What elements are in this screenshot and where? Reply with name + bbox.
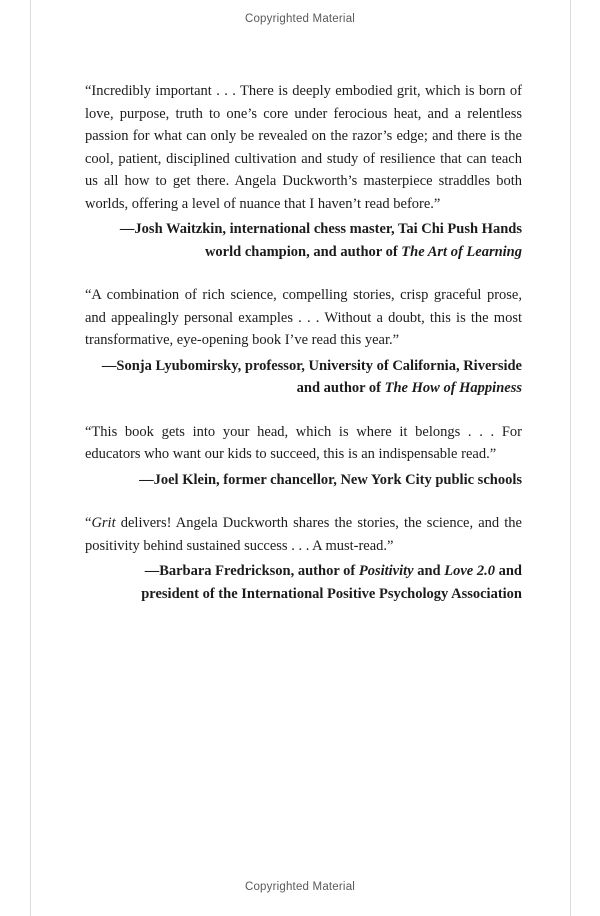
blurb-quote [85, 512, 522, 557]
page-edge-right [570, 0, 571, 916]
blurb-attribution [85, 218, 522, 263]
quote-text: “A combination of rich science, compelling stories, crisp graceful prose, and appealingly personal examples . . . Without a doubt, this is the most transformative, eye-opening book I’ve read this year.” [85, 287, 522, 348]
attribution-text: and [413, 563, 445, 579]
copyright-watermark-top: Copyrighted Material [244, 13, 356, 25]
blurb-quote [85, 80, 522, 215]
quote-text: “Incredibly important . . . There is deeply embodied grit, which is born of love, purpose, truth to one’s core under ferocious heat, and a relentless passion for what can only be revealed on the razor’s edge; and there is the cool, patient, disciplined cultivation and study of resilience that can teach us all how to get there. Angela Duckworth’s masterpiece straddles both worlds, offering a level of nuance that I haven’t read before.” [85, 83, 522, 212]
book-title: The Art of Learning [401, 243, 522, 260]
blurb-attribution [85, 560, 522, 605]
blurb-attribution [85, 355, 522, 400]
book-title: The How of Happiness [384, 380, 522, 396]
praise-page-content [85, 80, 522, 626]
attribution-text: and president of the International Positive Psychology Association [141, 563, 522, 602]
blurb-joel-klein [85, 421, 522, 492]
blurb-josh-waitzkin [85, 80, 522, 263]
attribution-text: —Sonja Lyubomirsky, professor, University of California, Riverside and author of [101, 357, 522, 396]
blurb-barbara-fredrickson [85, 512, 522, 605]
book-title-grit: Grit [91, 515, 116, 531]
quote-text: “ [85, 515, 92, 531]
attribution-text: —Barbara Fredrickson, author of [144, 563, 359, 579]
blurb-attribution [85, 469, 522, 492]
attribution-text: —Joel Klein, former chancellor, New York City public schools [139, 471, 522, 488]
quote-text: “This book gets into your head, which is where it belongs . . . For educators who want our kids to succeed, this is an indispensable read.” [85, 423, 522, 462]
copyright-watermark-bottom: Copyrighted Material [244, 881, 356, 893]
page-edge-left [30, 0, 31, 916]
blurb-sonja-lyubomirsky [85, 284, 522, 400]
book-title: Positivity [358, 563, 414, 579]
book-title: Love 2.0 [444, 563, 495, 579]
blurb-quote [85, 284, 522, 352]
quote-text: delivers! Angela Duckworth shares the stories, the science, and the positivity behind sustained success . . . A must-read.” [85, 515, 522, 554]
attribution-text: —Josh Waitzkin, international chess master, Tai Chi Push Hands world champion, and author of [119, 221, 522, 260]
blurb-quote [85, 421, 522, 466]
